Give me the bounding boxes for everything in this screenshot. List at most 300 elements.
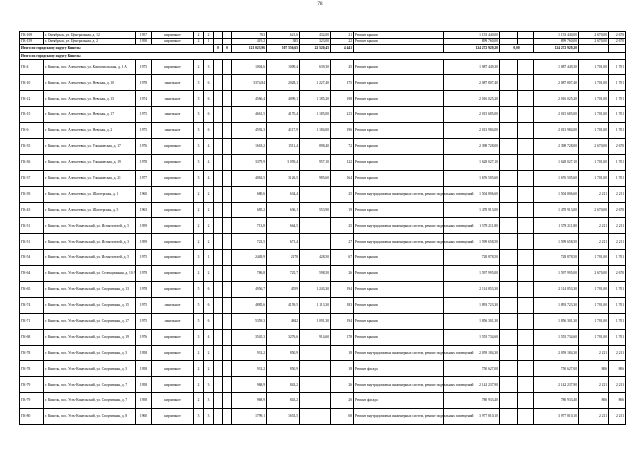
total-area-cell: 763 xyxy=(232,32,267,39)
year-cell: 1976 xyxy=(136,138,152,154)
empty-cell xyxy=(214,266,223,282)
total-cost-cell: 2 087 807,40 xyxy=(534,75,579,91)
floors-cell: 5 xyxy=(194,281,204,297)
unit-cost-cell: 2 670,00 xyxy=(579,138,609,154)
year-cell: 1959 xyxy=(136,218,152,234)
total-area-cell: 968,9 xyxy=(232,377,267,393)
total-label: Итого по городскому округу Кинель: xyxy=(20,45,214,53)
empty-cell xyxy=(518,107,534,123)
year-cell: 1978 xyxy=(136,281,152,297)
living-area-cell: 385 xyxy=(267,38,300,45)
empty-cell xyxy=(518,393,534,409)
roof-area-cell xyxy=(300,345,331,361)
roof-area-cell: 1 185,20 xyxy=(300,91,331,107)
total-cost-cell: 728 878,50 xyxy=(534,250,579,266)
empty-cell xyxy=(518,361,534,377)
total-cost-cell: 2 398 728,00 xyxy=(534,138,579,154)
page-number: 78 xyxy=(317,2,323,7)
work-type-cell: Ремонт крыши xyxy=(354,32,444,39)
entrances-cell: 2 xyxy=(204,32,214,39)
floors-cell: 5 xyxy=(194,123,204,139)
work-type-cell: Ремонт фасада xyxy=(354,393,444,409)
total-area-cell: 4592,3 xyxy=(232,123,267,139)
entrances-cell: 4 xyxy=(204,329,214,345)
object-id-cell: ГК-12 xyxy=(20,91,44,107)
object-id-cell: ГК-169 xyxy=(20,32,44,39)
empty-cell xyxy=(500,59,518,75)
empty-cell xyxy=(518,329,534,345)
empty-cell xyxy=(518,218,534,234)
table-row xyxy=(20,186,626,202)
max-unit-cost-cell: 1 701 xyxy=(609,297,626,313)
empty-cell xyxy=(214,234,223,250)
object-id-cell: ГК-10 xyxy=(20,75,44,91)
year-cell: 1978 xyxy=(136,154,152,170)
living-area-cell: 1511,4 xyxy=(267,138,300,154)
year-cell: 1958 xyxy=(136,38,152,45)
cost-cell: 1 555 734,60 xyxy=(444,329,500,345)
floors-cell: 2 xyxy=(194,38,204,45)
address-cell: г. Кинель, пос. Усть-Кинельский, ул. Спортивная, д. 7 xyxy=(44,393,136,409)
roof-area-cell: 1 184,00 xyxy=(300,123,331,139)
empty-cell xyxy=(223,329,232,345)
year-cell: 1977 xyxy=(136,170,152,186)
total-area-cell: 931,2 xyxy=(232,345,267,361)
total-cost-cell: 1 578 211,80 xyxy=(534,218,579,234)
living-area-cell: 4099,1 xyxy=(267,91,300,107)
empty-cell xyxy=(223,361,232,377)
year-cell: 1975 xyxy=(136,123,152,139)
unit-cost-cell: 1 701,00 xyxy=(579,59,609,75)
empty-cell xyxy=(214,329,223,345)
empty-cell xyxy=(214,75,223,91)
cost-cell: 1 087 449,30 xyxy=(444,59,500,75)
max-unit-cost-cell: 2 670 xyxy=(609,32,626,39)
year-cell: 1957 xyxy=(136,32,152,39)
object-id-cell: ГК-15 xyxy=(20,107,44,123)
total-cost-cell: 2 142 237,90 xyxy=(534,377,579,393)
table-row xyxy=(20,393,626,409)
empty-cell xyxy=(518,170,534,186)
address-cell: г. Кинель, пос. Усть-Кинельский, ул. Спортивная, д. 7 xyxy=(44,377,136,393)
wall-material-cell: кирпичное xyxy=(152,377,194,393)
max-unit-cost-cell: 1 701 xyxy=(609,329,626,345)
roof-area-cell xyxy=(300,377,331,393)
cost-cell: 1 153 440,00 xyxy=(444,32,500,39)
living-area-cell: 621,6 xyxy=(267,32,300,39)
empty-cell xyxy=(500,202,518,218)
table-row xyxy=(20,281,626,297)
living-area-cell: 636,1 xyxy=(267,202,300,218)
work-type-cell: Ремонт внутридомовых инженерных систем, ремонт подвальных помещений xyxy=(354,377,444,393)
unit-cost-cell: 2 670,00 xyxy=(579,32,609,39)
unit-cost-cell: 1 701,00 xyxy=(579,281,609,297)
empty-cell xyxy=(500,186,518,202)
residents-cell: 45 xyxy=(331,59,354,75)
residents-cell: 18 xyxy=(331,345,354,361)
total-zero-cell: 0 xyxy=(223,45,232,53)
max-unit-cost-cell: 2 211 xyxy=(609,218,626,234)
total-cost-sum: 124 272 929,20 xyxy=(444,45,500,53)
empty-cell xyxy=(500,345,518,361)
unit-cost-cell: 2 211 xyxy=(579,409,609,425)
work-type-cell: Ремонт крыши xyxy=(354,202,444,218)
table-row xyxy=(20,202,626,218)
table-row xyxy=(20,345,626,361)
address-cell: г. Октябрьск, ул. Центральная, д. 12 xyxy=(44,32,136,39)
living-area-cell: 664,5 xyxy=(267,218,300,234)
empty-cell xyxy=(500,107,518,123)
cost-cell: 1 578 211,80 xyxy=(444,218,500,234)
total-area-cell: 1799,1 xyxy=(232,409,267,425)
empty-cell xyxy=(518,377,534,393)
object-id-cell: ГК-39 xyxy=(20,186,44,202)
roof-area-cell: 957,10 xyxy=(300,154,331,170)
table-body xyxy=(20,32,626,425)
empty-cell xyxy=(214,59,223,75)
cost-cell: 750 627,00 xyxy=(444,361,500,377)
residents-cell: 194 xyxy=(331,281,354,297)
unit-cost-cell: 1 701,00 xyxy=(579,107,609,123)
empty-cell xyxy=(518,186,534,202)
roof-area-cell: 1 227,40 xyxy=(300,75,331,91)
cost-cell: 899 760,00 xyxy=(444,38,500,45)
entrances-cell: 6 xyxy=(204,297,214,313)
empty-cell xyxy=(223,107,232,123)
unit-cost-cell: 2 211 xyxy=(579,186,609,202)
entrances-cell: 3 xyxy=(204,59,214,75)
total-cost-cell: 2 059 184,30 xyxy=(534,345,579,361)
empty-cell xyxy=(518,313,534,329)
total-cost-cell: 2 013 984,00 xyxy=(534,123,579,139)
total-cost-cell: 1 893 723,30 xyxy=(534,297,579,313)
table-row xyxy=(20,297,626,313)
empty-cell xyxy=(214,107,223,123)
work-type-cell: Ремонт внутридомовых инженерных систем, ремонт подвальных помещений xyxy=(354,409,444,425)
total-cost-cell: 1 628 027,10 xyxy=(534,154,579,170)
wall-material-cell: кирпичное xyxy=(152,393,194,409)
empty-cell xyxy=(223,59,232,75)
empty-cell xyxy=(214,202,223,218)
floors-cell: 5 xyxy=(194,170,204,186)
work-type-cell: Ремонт внутридомовых инженерных систем, ремонт подвальных помещений xyxy=(354,234,444,250)
total-area-cell: 5374,84 xyxy=(232,75,267,91)
year-cell: 1975 xyxy=(136,297,152,313)
entrances-cell: 6 xyxy=(204,281,214,297)
total-cost-cell: 2 016 025,20 xyxy=(534,91,579,107)
empty-cell xyxy=(223,138,232,154)
work-type-cell: Ремонт крыши xyxy=(354,250,444,266)
empty-cell xyxy=(223,377,232,393)
entrances-cell: 4 xyxy=(204,170,214,186)
living-area-cell: 1009,4 xyxy=(267,59,300,75)
residents-cell: 68 xyxy=(331,409,354,425)
floors-cell: 3 xyxy=(194,138,204,154)
unit-cost-cell: 1 701,00 xyxy=(579,75,609,91)
empty-cell xyxy=(518,123,534,139)
address-cell: г. Кинель, пос. Усть-Кинельский, ул. Испытателей, д. 3 xyxy=(44,234,136,250)
max-unit-cost-cell: 1 701 xyxy=(609,250,626,266)
wall-material-cell: кирпичное xyxy=(152,154,194,170)
residents-cell: 196 xyxy=(331,123,354,139)
residents-cell: 26 xyxy=(331,266,354,282)
floors-cell: 2 xyxy=(194,218,204,234)
total-cost-cell: 1 478 913,00 xyxy=(534,202,579,218)
wall-material-cell: кирпичное xyxy=(152,138,194,154)
unit-cost-cell: 1 701,00 xyxy=(579,250,609,266)
living-area-cell: 3 059,4 xyxy=(267,154,300,170)
year-cell: 1960 xyxy=(136,186,152,202)
year-cell: 1975 xyxy=(136,107,152,123)
empty-cell xyxy=(518,75,534,91)
table-row xyxy=(20,409,626,425)
floors-cell: 3 xyxy=(194,250,204,266)
total-cost-cell: 1 504 806,60 xyxy=(534,186,579,202)
address-cell: г. Кинель, пос. Усть-Кинельский, ул. Селекционная, д. 10 А xyxy=(44,266,136,282)
object-id-cell: ГК-159 xyxy=(20,38,44,45)
cost-cell: 1 676 505,60 xyxy=(444,170,500,186)
table-row xyxy=(20,377,626,393)
total-area-cell: 2449,9 xyxy=(232,250,267,266)
total-area-cell: 4956,7 xyxy=(232,281,267,297)
max-unit-cost-cell: 2 670 xyxy=(609,38,626,45)
address-cell: г. Кинель, пос. Алексеевка, ул. Невская, д. 15 xyxy=(44,91,136,107)
empty-cell xyxy=(500,75,518,91)
total-cost-cell: 1 599 658,50 xyxy=(534,234,579,250)
empty-cell xyxy=(223,313,232,329)
living-area-cell: 850,9 xyxy=(267,361,300,377)
roof-area-cell: 985,60 xyxy=(300,170,331,186)
empty-cell xyxy=(223,91,232,107)
roof-area-cell: 1 185,00 xyxy=(300,107,331,123)
empty-cell xyxy=(214,377,223,393)
address-cell: г. Кинель, пос. Усть-Кинельский, ул. Испытателей, д. 5 xyxy=(44,250,136,266)
residents-cell: 25 xyxy=(331,218,354,234)
entrances-cell: 3 xyxy=(204,409,214,425)
living-area-cell: 850,9 xyxy=(267,345,300,361)
work-type-cell: Ремонт крыши xyxy=(354,313,444,329)
empty-cell xyxy=(223,409,232,425)
total-living-sum: 107 556,65 xyxy=(267,45,300,53)
object-id-cell: ГК-78 xyxy=(20,361,44,377)
empty-cell xyxy=(223,123,232,139)
cost-cell: 1 856 301,30 xyxy=(444,313,500,329)
table-row xyxy=(20,154,626,170)
work-type-cell: Ремонт крыши xyxy=(354,329,444,345)
max-unit-cost-cell: 2 670 xyxy=(609,266,626,282)
work-type-cell: Ремонт крыши xyxy=(354,75,444,91)
empty-cell xyxy=(214,361,223,377)
residents-cell: 26 xyxy=(331,377,354,393)
floors-cell: 2 xyxy=(194,377,204,393)
residents-cell: 198 xyxy=(331,91,354,107)
residents-cell: 122 xyxy=(331,154,354,170)
unit-cost-cell: 2 670,00 xyxy=(579,38,609,45)
living-area-cell: 4559 xyxy=(267,281,300,297)
total-cost-cell: 780 933,40 xyxy=(534,393,579,409)
year-cell: 1958 xyxy=(136,393,152,409)
wall-material-cell: кирпичное xyxy=(152,202,194,218)
empty-cell xyxy=(223,281,232,297)
empty-cell xyxy=(500,170,518,186)
work-type-cell: Ремонт крыши xyxy=(354,154,444,170)
roof-area-cell: 1 113,30 xyxy=(300,297,331,313)
max-unit-cost-cell: 2 670 xyxy=(609,202,626,218)
roof-area-cell: 553,90 xyxy=(300,202,331,218)
table-row xyxy=(20,170,626,186)
table-row xyxy=(20,123,626,139)
total-area-cell: 931,2 xyxy=(232,361,267,377)
address-cell: г. Кинель, пос. Алексеевка, ул. Шахтерская, д. 5 xyxy=(44,202,136,218)
unit-cost-cell: 1 701,00 xyxy=(579,91,609,107)
empty-cell xyxy=(223,186,232,202)
max-unit-cost-cell: 1 701 xyxy=(609,75,626,91)
empty-cell xyxy=(500,234,518,250)
floors-cell: 2 xyxy=(194,266,204,282)
wall-material-cell: панельное xyxy=(152,107,194,123)
residents-cell: 178 xyxy=(331,329,354,345)
work-type-cell: Ремонт крыши xyxy=(354,281,444,297)
address-cell: г. Кинель, пос. Алексеевка, ул. Шахтерская, д. 1 xyxy=(44,186,136,202)
table-row xyxy=(20,266,626,282)
roof-area-cell xyxy=(300,186,331,202)
entrances-cell: 6 xyxy=(204,91,214,107)
living-area-cell: 4842 xyxy=(267,313,300,329)
object-id-cell: ГК-71 xyxy=(20,313,44,329)
empty-cell xyxy=(500,329,518,345)
empty-cell xyxy=(500,361,518,377)
residents-cell: 72 xyxy=(331,138,354,154)
empty-cell xyxy=(500,218,518,234)
entrances-cell: 4 xyxy=(204,154,214,170)
work-type-cell: Ремонт внутридомовых инженерных систем, ремонт подвальных помещений xyxy=(354,218,444,234)
total-cost-cell: 750 627,00 xyxy=(534,361,579,377)
total-area-cell: 4063,5 xyxy=(232,170,267,186)
address-cell: г. Кинель, пос. Алексеевка, ул. Комсомольская, д. 1 А xyxy=(44,59,136,75)
total-cost-cell: 1 856 301,30 xyxy=(534,313,579,329)
roof-area-cell: 428,50 xyxy=(300,250,331,266)
empty-cell xyxy=(518,154,534,170)
residents-cell: 213 xyxy=(331,107,354,123)
cost-cell: 2 015 685,00 xyxy=(444,107,500,123)
total-area-cell: 5359,3 xyxy=(232,313,267,329)
empty-cell xyxy=(579,45,609,53)
table-row xyxy=(20,218,626,234)
empty-cell xyxy=(223,250,232,266)
max-unit-cost-cell: 1 701 xyxy=(609,107,626,123)
roof-area-cell xyxy=(300,234,331,250)
empty-cell xyxy=(500,393,518,409)
year-cell: 1979 xyxy=(136,266,152,282)
address-cell: г. Кинель, пос. Усть-Кинельский, ул. Спортивная, д. 17 xyxy=(44,313,136,329)
year-cell: 1975 xyxy=(136,59,152,75)
max-unit-cost-cell: 806 xyxy=(609,361,626,377)
empty-cell xyxy=(518,234,534,250)
total-roof-sum: 22 520,45 xyxy=(300,45,331,53)
living-area-cell: 671,4 xyxy=(267,234,300,250)
empty-cell xyxy=(500,91,518,107)
year-cell: 1959 xyxy=(136,234,152,250)
year-cell: 1975 xyxy=(136,313,152,329)
floors-cell: 3 xyxy=(194,409,204,425)
empty-cell xyxy=(214,138,223,154)
table-row xyxy=(20,361,626,377)
floors-cell: 2 xyxy=(194,202,204,218)
cost-cell: 2 059 184,30 xyxy=(444,345,500,361)
cost-cell: 1 504 806,60 xyxy=(444,186,500,202)
living-area-cell: 843,2 xyxy=(267,377,300,393)
residents-cell: 22 xyxy=(331,38,354,45)
empty-cell xyxy=(518,91,534,107)
total-zero-cell: 0 xyxy=(214,45,223,53)
max-unit-cost-cell: 2 211 xyxy=(609,345,626,361)
cost-cell: 2 142 237,90 xyxy=(444,377,500,393)
empty-cell xyxy=(214,91,223,107)
work-type-cell: Ремонт крыши xyxy=(354,123,444,139)
work-type-cell: Ремонт крыши xyxy=(354,297,444,313)
max-unit-cost-cell: 806 xyxy=(609,393,626,409)
year-cell: 1960 xyxy=(136,409,152,425)
floors-cell: 2 xyxy=(194,32,204,39)
total-cost-cell: 1 153 440,00 xyxy=(534,32,579,39)
floors-cell: 5 xyxy=(194,297,204,313)
cost-cell: 2 398 728,00 xyxy=(444,138,500,154)
total-area-cell: 4885,6 xyxy=(232,297,267,313)
floors-cell: 5 xyxy=(194,154,204,170)
max-unit-cost-cell: 1 701 xyxy=(609,170,626,186)
work-type-cell: Ремонт крыши xyxy=(354,91,444,107)
total-cost-cell: 1 597 995,00 xyxy=(534,266,579,282)
empty-cell xyxy=(518,345,534,361)
empty-cell xyxy=(223,234,232,250)
work-type-cell: Ремонт крыши xyxy=(354,38,444,45)
object-id-cell: ГК-37 xyxy=(20,170,44,186)
object-id-cell: ГК-79 xyxy=(20,393,44,409)
total-area-cell: 4566,4 xyxy=(232,91,267,107)
empty-cell xyxy=(223,75,232,91)
residents-cell: 21 xyxy=(331,32,354,39)
entrances-cell: 2 xyxy=(204,218,214,234)
empty-cell xyxy=(214,154,223,170)
unit-cost-cell: 2 211 xyxy=(579,234,609,250)
empty-cell xyxy=(500,250,518,266)
wall-material-cell: панельное xyxy=(152,313,194,329)
unit-cost-cell: 806 xyxy=(579,393,609,409)
unit-cost-cell: 806 xyxy=(579,361,609,377)
floors-cell: 5 xyxy=(194,107,204,123)
year-cell: 1958 xyxy=(136,377,152,393)
cost-cell: 1 599 658,50 xyxy=(444,234,500,250)
address-cell: г. Кинель, пос. Усть-Кинельский, ул. Спортивная, д. 8 xyxy=(44,409,136,425)
entrances-cell: 1 xyxy=(204,38,214,45)
total-cost-cell: 2 015 685,00 xyxy=(534,107,579,123)
total-cost-cell: 1 676 505,60 xyxy=(534,170,579,186)
wall-material-cell: кирпичное xyxy=(152,329,194,345)
address-cell: г. Кинель, пос. Усть-Кинельский, ул. Спортивная, д. 19 xyxy=(44,329,136,345)
object-id-cell: ГК-64 xyxy=(20,266,44,282)
empty-cell xyxy=(518,281,534,297)
floors-cell: 2 xyxy=(194,186,204,202)
empty-cell xyxy=(223,297,232,313)
residents-cell: 164 xyxy=(331,170,354,186)
empty-cell xyxy=(214,345,223,361)
empty-cell xyxy=(500,281,518,297)
roof-area-cell xyxy=(300,361,331,377)
total-cost-cell: 3 977 810,10 xyxy=(534,409,579,425)
max-unit-cost-cell: 1 701 xyxy=(609,91,626,107)
wall-material-cell: панельное xyxy=(152,75,194,91)
table-row xyxy=(20,250,626,266)
